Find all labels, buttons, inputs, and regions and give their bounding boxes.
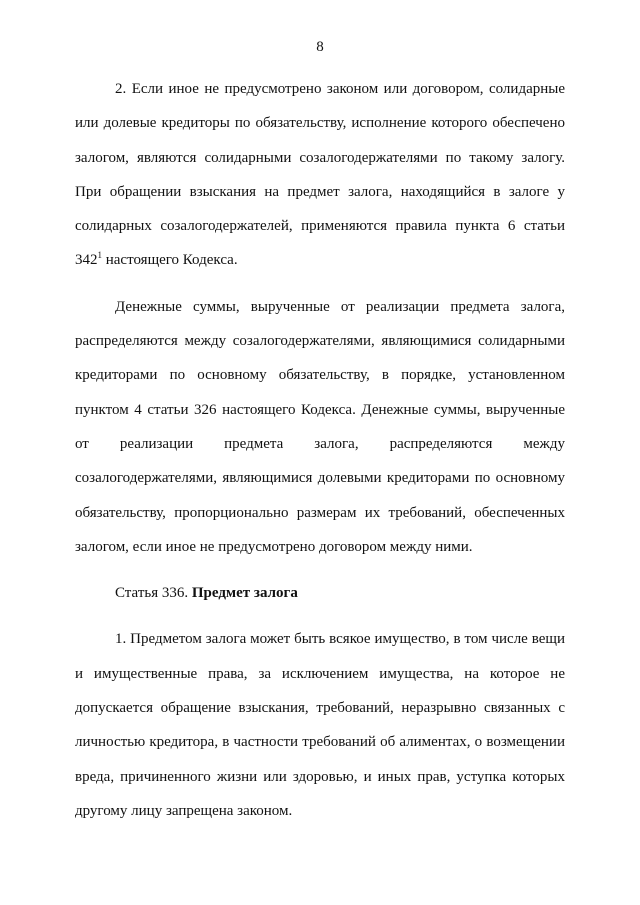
- document-body: [75, 72, 565, 828]
- paragraph-distribution: Денежные суммы, вырученные от реализации предмета залога, распределяются между созалогодержателями, являющимися солидарными кредиторами по основному обязательству, в порядке, установленном пунктом 4 статьи 326 настоящего Кодекса. Денежные суммы, вырученные от реализации предмета залога, распределяются между созалогодержателями, являющимися долевыми кредиторами по основному обязательству, пропорционально размерам их требований, обеспеченных залогом, если иное не предусмотрено договором между ними.: [75, 298, 565, 555]
- article-heading: [75, 576, 565, 610]
- article-label: Статья 336.: [115, 585, 192, 602]
- superscript-index: 1: [97, 250, 102, 261]
- page-number: 8: [316, 39, 324, 55]
- paragraph-text: 2. Если иное не предусмотрено законом или договором, солидарные или долевые кредиторы по обязательству, исполнение которого обеспечено залогом, являются солидарными созалогодержателями по такому залогу. При обращении взыскания на предмет залога, находящийся в залоге у солидарных созалогодержателей, применяются правила пункта 6 статьи 342: [75, 81, 565, 269]
- paragraph-text-end: настоящего Кодекса.: [102, 252, 238, 269]
- paragraph-subject-of-pledge: 1. Предметом залога может быть всякое имущество, в том числе вещи и имущественные права, за исключением имущества, на которое не допускается обращение взыскания, требований, неразрывно связанных с личностью кредитора, в частности требований об алиментах, о возмещении вреда, причиненного жизни или здоровью, и иных прав, уступка которых другому лицу запрещена законом.: [75, 631, 565, 819]
- paragraph-co-pledgees: [75, 72, 565, 278]
- article-title: Предмет залога: [191, 585, 298, 602]
